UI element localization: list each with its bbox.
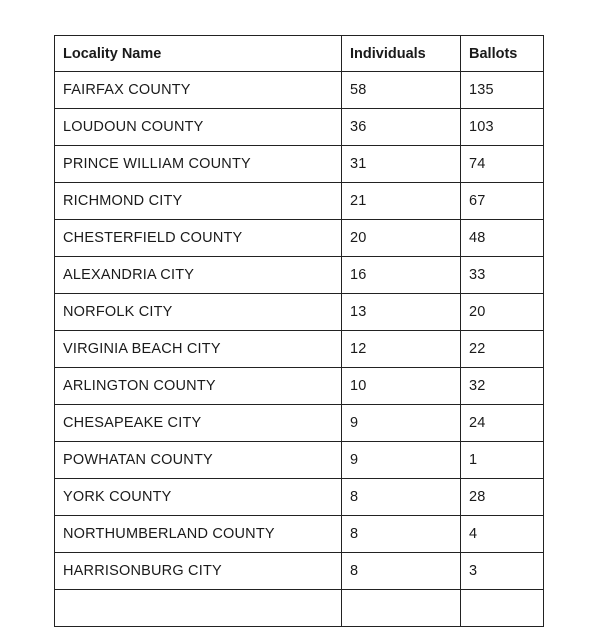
cell-locality-name: ALEXANDRIA CITY: [55, 257, 342, 294]
cell-locality-name: LOUDOUN COUNTY: [55, 109, 342, 146]
table-row: [55, 331, 544, 368]
table-row: [55, 109, 544, 146]
cell-locality-name: PRINCE WILLIAM COUNTY: [55, 146, 342, 183]
cell-locality-name: CHESAPEAKE CITY: [55, 405, 342, 442]
cell-individuals: 20: [342, 220, 461, 257]
table-row: [55, 183, 544, 220]
cell-ballots: 67: [461, 183, 544, 220]
cell-individuals: 16: [342, 257, 461, 294]
table-row: [55, 590, 544, 627]
cell-ballots: 74: [461, 146, 544, 183]
table-row: [55, 294, 544, 331]
cell-ballots: 4: [461, 516, 544, 553]
cell-individuals: 31: [342, 146, 461, 183]
cell-individuals: 9: [342, 442, 461, 479]
cell-individuals: 21: [342, 183, 461, 220]
cell-locality-name: HARRISONBURG CITY: [55, 553, 342, 590]
cell-ballots: 103: [461, 109, 544, 146]
cell-ballots: 32: [461, 368, 544, 405]
table-row: [55, 479, 544, 516]
cell-ballots: 33: [461, 257, 544, 294]
cell-individuals: [342, 590, 461, 627]
cell-ballots: 1: [461, 442, 544, 479]
cell-locality-name: ARLINGTON COUNTY: [55, 368, 342, 405]
cell-individuals: 58: [342, 72, 461, 109]
column-header-individuals: Individuals: [342, 36, 461, 72]
table-row: [55, 442, 544, 479]
cell-individuals: 10: [342, 368, 461, 405]
cell-locality-name: [55, 590, 342, 627]
cell-individuals: 8: [342, 516, 461, 553]
cell-individuals: 8: [342, 553, 461, 590]
locality-table-container: [54, 35, 543, 627]
table-row: [55, 257, 544, 294]
cell-ballots: 20: [461, 294, 544, 331]
table-row: [55, 516, 544, 553]
cell-locality-name: NORTHUMBERLAND COUNTY: [55, 516, 342, 553]
locality-table: [54, 35, 544, 627]
cell-locality-name: VIRGINIA BEACH CITY: [55, 331, 342, 368]
cell-ballots: 22: [461, 331, 544, 368]
column-header-locality-name: Locality Name: [55, 36, 342, 72]
cell-individuals: 36: [342, 109, 461, 146]
table-row: [55, 553, 544, 590]
cell-individuals: 9: [342, 405, 461, 442]
column-header-ballots: Ballots: [461, 36, 544, 72]
table-row: [55, 220, 544, 257]
table-row: [55, 368, 544, 405]
cell-locality-name: RICHMOND CITY: [55, 183, 342, 220]
cell-locality-name: NORFOLK CITY: [55, 294, 342, 331]
cell-individuals: 13: [342, 294, 461, 331]
cell-locality-name: YORK COUNTY: [55, 479, 342, 516]
table-header-row: [55, 36, 544, 72]
cell-ballots: [461, 590, 544, 627]
cell-ballots: 3: [461, 553, 544, 590]
cell-locality-name: FAIRFAX COUNTY: [55, 72, 342, 109]
cell-individuals: 12: [342, 331, 461, 368]
table-row: [55, 72, 544, 109]
cell-individuals: 8: [342, 479, 461, 516]
cell-ballots: 48: [461, 220, 544, 257]
table-row: [55, 405, 544, 442]
cell-locality-name: POWHATAN COUNTY: [55, 442, 342, 479]
table-row: [55, 146, 544, 183]
cell-locality-name: CHESTERFIELD COUNTY: [55, 220, 342, 257]
cell-ballots: 135: [461, 72, 544, 109]
cell-ballots: 24: [461, 405, 544, 442]
cell-ballots: 28: [461, 479, 544, 516]
table-body: [55, 72, 544, 627]
